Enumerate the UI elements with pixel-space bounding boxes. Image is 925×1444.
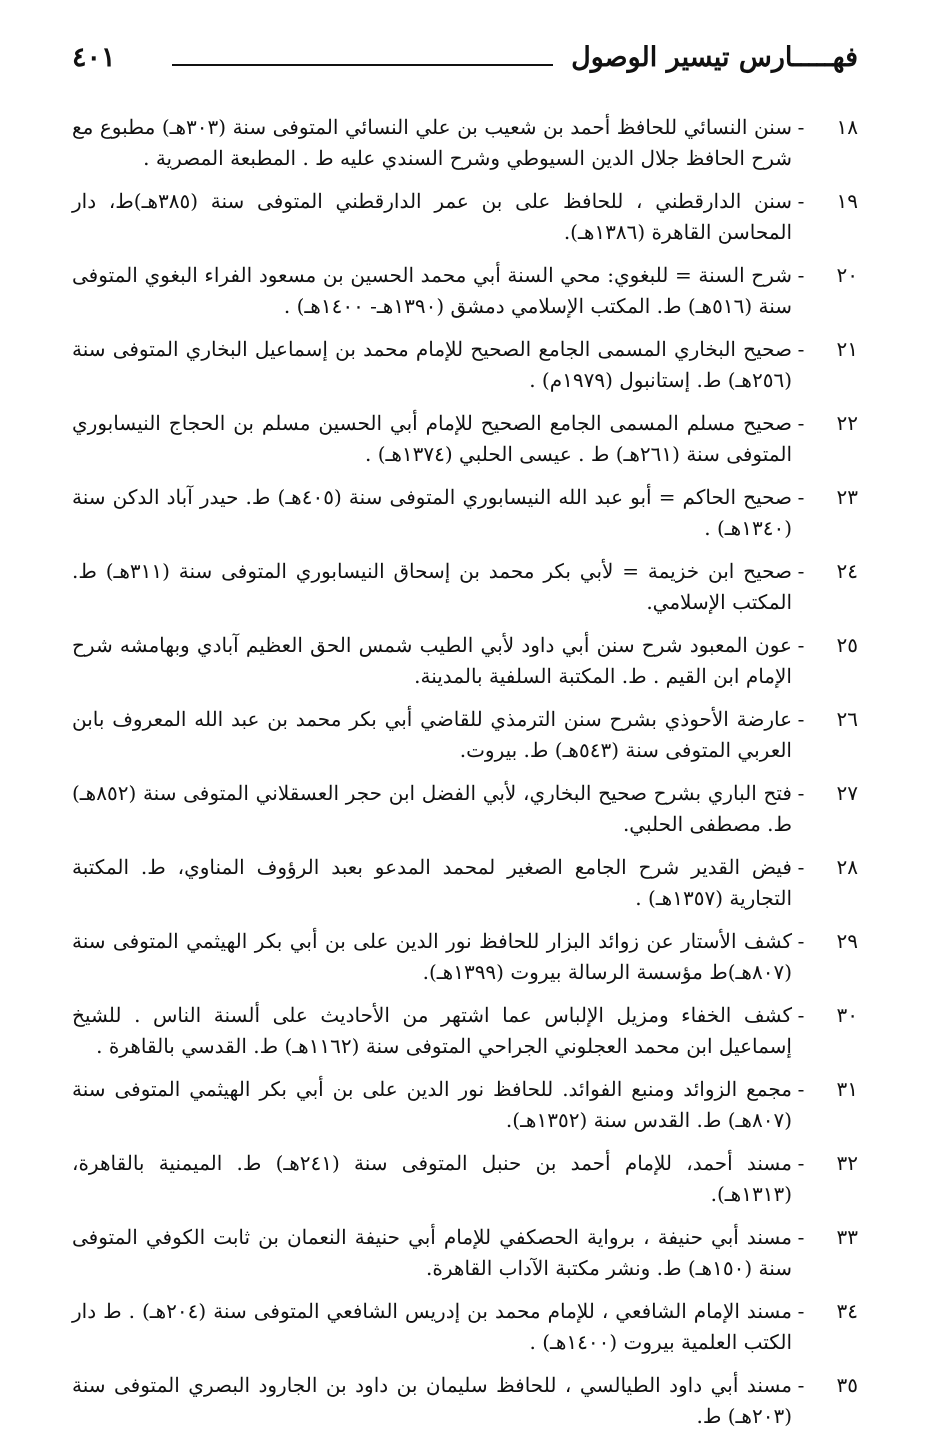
entry-number: ٣٠ <box>836 1003 858 1027</box>
entry-text: مسند أبي داود الطيالسي ، للحافظ سليمان بن داود بن الجارود البصري المتوفى سنة (٢٠٣هـ) ط. <box>72 1373 792 1428</box>
entry-text: سنن الدارقطني ، للحافظ على بن عمر الدارقطني المتوفى سنة (٣٨٥هـ)ط، دار المحاسن القاهرة (١٣٨٦هـ). <box>72 189 792 244</box>
bibliography-entry <box>72 704 858 766</box>
entry-text: كشف الأستار عن زوائد البزار للحافظ نور الدين على بن أبي بكر الهيثمي المتوفى سنة (٨٠٧هـ)ط مؤسسة الرسالة بيروت (١٣٩٩هـ). <box>72 929 792 984</box>
bibliography-entry <box>72 112 858 174</box>
bibliography-entry <box>72 852 858 914</box>
entry-text: سنن النسائي للحافظ أحمد بن شعيب بن علي النسائي المتوفى سنة (٣٠٣هـ) مطبوع مع شرح الحافظ جلال الدين السيوطي وشرح السندي عليه ط . المطبعة المصرية . <box>72 115 792 170</box>
entry-dash: - <box>797 1151 805 1175</box>
entry-text: صحيح ابن خزيمة = لأبي بكر محمد بن إسحاق النيسابوري المتوفى سنة (٣١١هـ) ط. المكتب الإسلامي. <box>72 559 793 614</box>
entry-number: ١٨ <box>836 115 858 139</box>
bibliography-entry <box>72 1296 858 1358</box>
bibliography-entry <box>72 778 858 840</box>
entry-number: ٣٣ <box>836 1225 858 1249</box>
entry-number: ٢٩ <box>836 929 858 953</box>
bibliography-entry <box>72 186 858 248</box>
entry-number: ٣٥ <box>836 1373 858 1397</box>
entry-number: ٢٥ <box>836 633 858 657</box>
entry-dash: - <box>797 633 805 657</box>
entry-dash: - <box>797 115 805 139</box>
entry-text: عارضة الأحوذي بشرح سنن الترمذي للقاضي أبي بكر محمد بن عبد الله المعروف بابن العربي المتوفى سنة (٥٤٣هـ) ط. بيروت. <box>72 707 792 762</box>
bibliography-entry <box>72 1074 858 1136</box>
entry-dash: - <box>797 1003 805 1027</box>
entry-number: ٣٤ <box>836 1299 858 1323</box>
bibliography-entry <box>72 334 858 396</box>
entry-number: ٢٨ <box>836 855 858 879</box>
entry-text: صحيح مسلم المسمى الجامع الصحيح للإمام أبي الحسين مسلم بن الحجاج النيسابوري المتوفى سنة (٢٦١هـ) ط . عيسى الحلبي (١٣٧٤هـ) . <box>72 411 792 466</box>
entry-number: ٢١ <box>836 337 858 361</box>
entry-dash: - <box>797 1373 805 1397</box>
entry-number: ٢٣ <box>836 485 858 509</box>
bibliography-entry <box>72 556 858 618</box>
bibliography-entry <box>72 1000 858 1062</box>
entry-dash: - <box>797 337 805 361</box>
entry-text: صحيح الحاكم = أبو عبد الله النيسابوري المتوفى سنة (٤٠٥هـ) ط. حيدر آباد الدكن سنة (١٣٤٠هـ) . <box>72 485 792 540</box>
entry-dash: - <box>797 929 805 953</box>
entry-text: مسند الإمام الشافعي ، للإمام محمد بن إدريس الشافعي المتوفى سنة (٢٠٤هـ) . ط دار الكتب العلمية بيروت (١٤٠٠هـ) . <box>72 1299 792 1354</box>
entry-text: مجمع الزوائد ومنبع الفوائد. للحافظ نور الدين على بن أبي بكر الهيثمي المتوفى سنة (٨٠٧هـ) ط. القدس سنة (١٣٥٢هـ). <box>72 1077 792 1132</box>
bibliography-entry <box>72 630 858 692</box>
entry-text: فيض القدير شرح الجامع الصغير لمحمد المدعو بعبد الرؤوف المناوي، ط. المكتبة التجارية (١٣٥٧هـ) . <box>72 855 792 910</box>
entry-dash: - <box>797 707 805 731</box>
bibliography-list <box>72 112 858 1444</box>
page-number: ٤٠١ <box>72 42 116 73</box>
entry-number: ٢٧ <box>836 781 858 805</box>
entry-number: ٢٠ <box>836 263 858 287</box>
entry-text: مسند أحمد، للإمام أحمد بن حنبل المتوفى سنة (٢٤١هـ) ط. الميمنية بالقاهرة، (١٣١٣هـ). <box>72 1151 792 1206</box>
entry-number: ٣١ <box>836 1077 858 1101</box>
entry-dash: - <box>797 559 805 583</box>
bibliography-entry <box>72 1222 858 1284</box>
entry-dash: - <box>797 263 805 287</box>
entry-dash: - <box>797 1225 805 1249</box>
entry-text: شرح السنة = للبغوي: محي السنة أبي محمد الحسين بن مسعود الفراء البغوي المتوفى سنة (٥١٦هـ) ط. المكتب الإسلامي دمشق (١٣٩٠هـ- ١٤٠٠هـ) . <box>72 263 792 318</box>
entry-number: ٢٢ <box>836 411 858 435</box>
entry-number: ١٩ <box>836 189 858 213</box>
header-rule <box>172 64 553 66</box>
entry-number: ٢٤ <box>836 559 858 583</box>
entry-text: عون المعبود شرح سنن أبي داود لأبي الطيب شمس الحق العظيم آبادي وبهامشه شرح الإمام ابن القيم . ط. المكتبة السلفية بالمدينة. <box>72 633 792 688</box>
entry-dash: - <box>797 411 805 435</box>
entry-dash: - <box>797 1077 805 1101</box>
entry-text: فتح الباري بشرح صحيح البخاري، لأبي الفضل ابن حجر العسقلاني المتوفى سنة (٨٥٢هـ) ط. مصطفى الحلبي. <box>72 781 792 836</box>
entry-dash: - <box>797 855 805 879</box>
bibliography-entry <box>72 1370 858 1432</box>
bibliography-entry <box>72 260 858 322</box>
bibliography-entry <box>72 408 858 470</box>
running-title: فهـــــارس تيسير الوصول <box>571 42 858 73</box>
entry-number: ٢٦ <box>836 707 858 731</box>
entry-text: مسند أبي حنيفة ، برواية الحصكفي للإمام أبي حنيفة النعمان بن ثابت الكوفي المتوفى سنة (١٥٠هـ) ط. ونشر مكتبة الآداب القاهرة. <box>72 1225 792 1280</box>
entry-text: صحيح البخاري المسمى الجامع الصحيح للإمام محمد بن إسماعيل البخاري المتوفى سنة (٢٥٦هـ) ط. إستانبول (١٩٧٩م) . <box>72 337 792 392</box>
bibliography-entry <box>72 1148 858 1210</box>
entry-dash: - <box>797 485 805 509</box>
entry-dash: - <box>797 189 805 213</box>
page-header <box>72 42 858 82</box>
entry-text: كشف الخفاء ومزيل الإلباس عما اشتهر من الأحاديث على ألسنة الناس . للشيخ إسماعيل ابن محمد العجلوني الجراحي المتوفى سنة (١١٦٢هـ) ط. القدسي بالقاهرة . <box>72 1003 792 1058</box>
bibliography-entry <box>72 482 858 544</box>
entry-dash: - <box>797 781 805 805</box>
entry-number: ٣٢ <box>836 1151 858 1175</box>
bibliography-entry <box>72 926 858 988</box>
entry-dash: - <box>797 1299 805 1323</box>
